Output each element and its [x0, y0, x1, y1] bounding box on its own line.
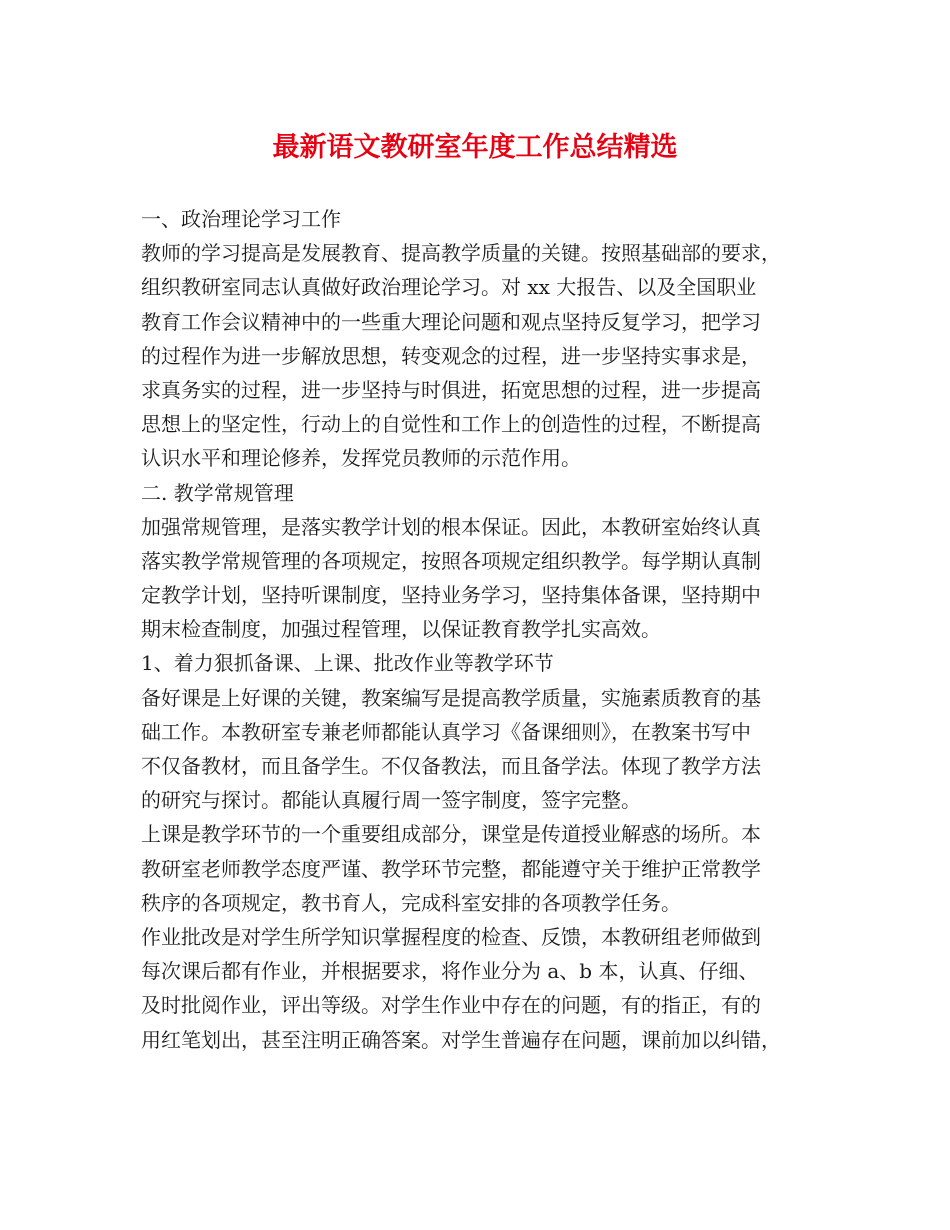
paragraph-line: 求真务实的过程，进一步坚持与时俱进，拓宽思想的过程，进一步提高: [141, 377, 761, 402]
paragraph-line: 的过程作为进一步解放思想，转变观念的过程，进一步坚持实事求是，: [141, 343, 761, 368]
paragraph-line: 思想上的坚定性，行动上的自觉性和工作上的创造性的过程，不断提高: [141, 412, 761, 437]
section-heading-teaching-management: 二. 教学常规管理: [141, 480, 294, 505]
paragraph-line: 的研究与探讨。都能认真履行周一签字制度，签字完整。: [141, 788, 641, 813]
paragraph-line: 定教学计划，坚持听课制度，坚持业务学习，坚持集体备课，坚持期中: [141, 583, 761, 608]
paragraph-line: 落实教学常规管理的各项规定，按照各项规定组织教学。每学期认真制: [141, 548, 761, 573]
paragraph-line: 组织教研室同志认真做好政治理论学习。对 xx 大报告、以及全国职业: [141, 275, 757, 300]
paragraph-line: 不仅备教材，而且备学生。不仅备教法，而且备学法。体现了教学方法: [141, 754, 761, 778]
subsection-heading-teaching-links: 1、着力狠抓备课、上课、批改作业等教学环节: [141, 651, 554, 676]
paragraph-line: 加强常规管理，是落实教学计划的根本保证。因此，本教研室始终认真: [141, 514, 761, 539]
paragraph-line: 秩序的各项规定，教书育人，完成科室安排的各项教学任务。: [141, 890, 681, 915]
paragraph-line: 教育工作会议精神中的一些重大理论问题和观点坚持反复学习，把学习: [141, 309, 761, 334]
paragraph-line: 每次课后都有作业，并根据要求，将作业分为 a、b 本，认真、仔细、: [141, 959, 759, 984]
paragraph-line: 础工作。本教研室专兼老师都能认真学习《备课细则》，在教案书写中: [141, 719, 751, 744]
paragraph-line: 备好课是上好课的关键，教案编写是提高教学质量，实施素质教育的基: [141, 685, 761, 710]
paragraph-line: 认识水平和理论修养，发挥党员教师的示范作用。: [141, 446, 581, 471]
paragraph-line: 教师的学习提高是发展教育、提高教学质量的关键。按照基础部的要求，: [141, 241, 781, 266]
paragraph-line: 期末检查制度，加强过程管理，以保证教育教学扎实高效。: [141, 617, 661, 642]
paragraph-line: 作业批改是对学生所学知识掌握程度的检查、反馈，本教研组老师做到: [141, 924, 761, 949]
document-body: [141, 202, 831, 1057]
paragraph-line: 上课是教学环节的一个重要组成部分，课堂是传道授业解惑的场所。本: [141, 822, 761, 847]
paragraph-line: 用红笔划出，甚至注明正确答案。对学生普遍存在问题，课前加以纠错，: [141, 1027, 781, 1052]
document-title: 最新语文教研室年度工作总结精选: [272, 132, 678, 163]
section-heading-political-study: 一、政治理论学习工作: [141, 207, 341, 231]
paragraph-line: 教研室老师教学态度严谨、教学环节完整，都能遵守关于维护正常教学: [141, 856, 761, 881]
paragraph-line: 及时批阅作业，评出等级。对学生作业中存在的问题，有的指正，有的: [141, 993, 761, 1018]
